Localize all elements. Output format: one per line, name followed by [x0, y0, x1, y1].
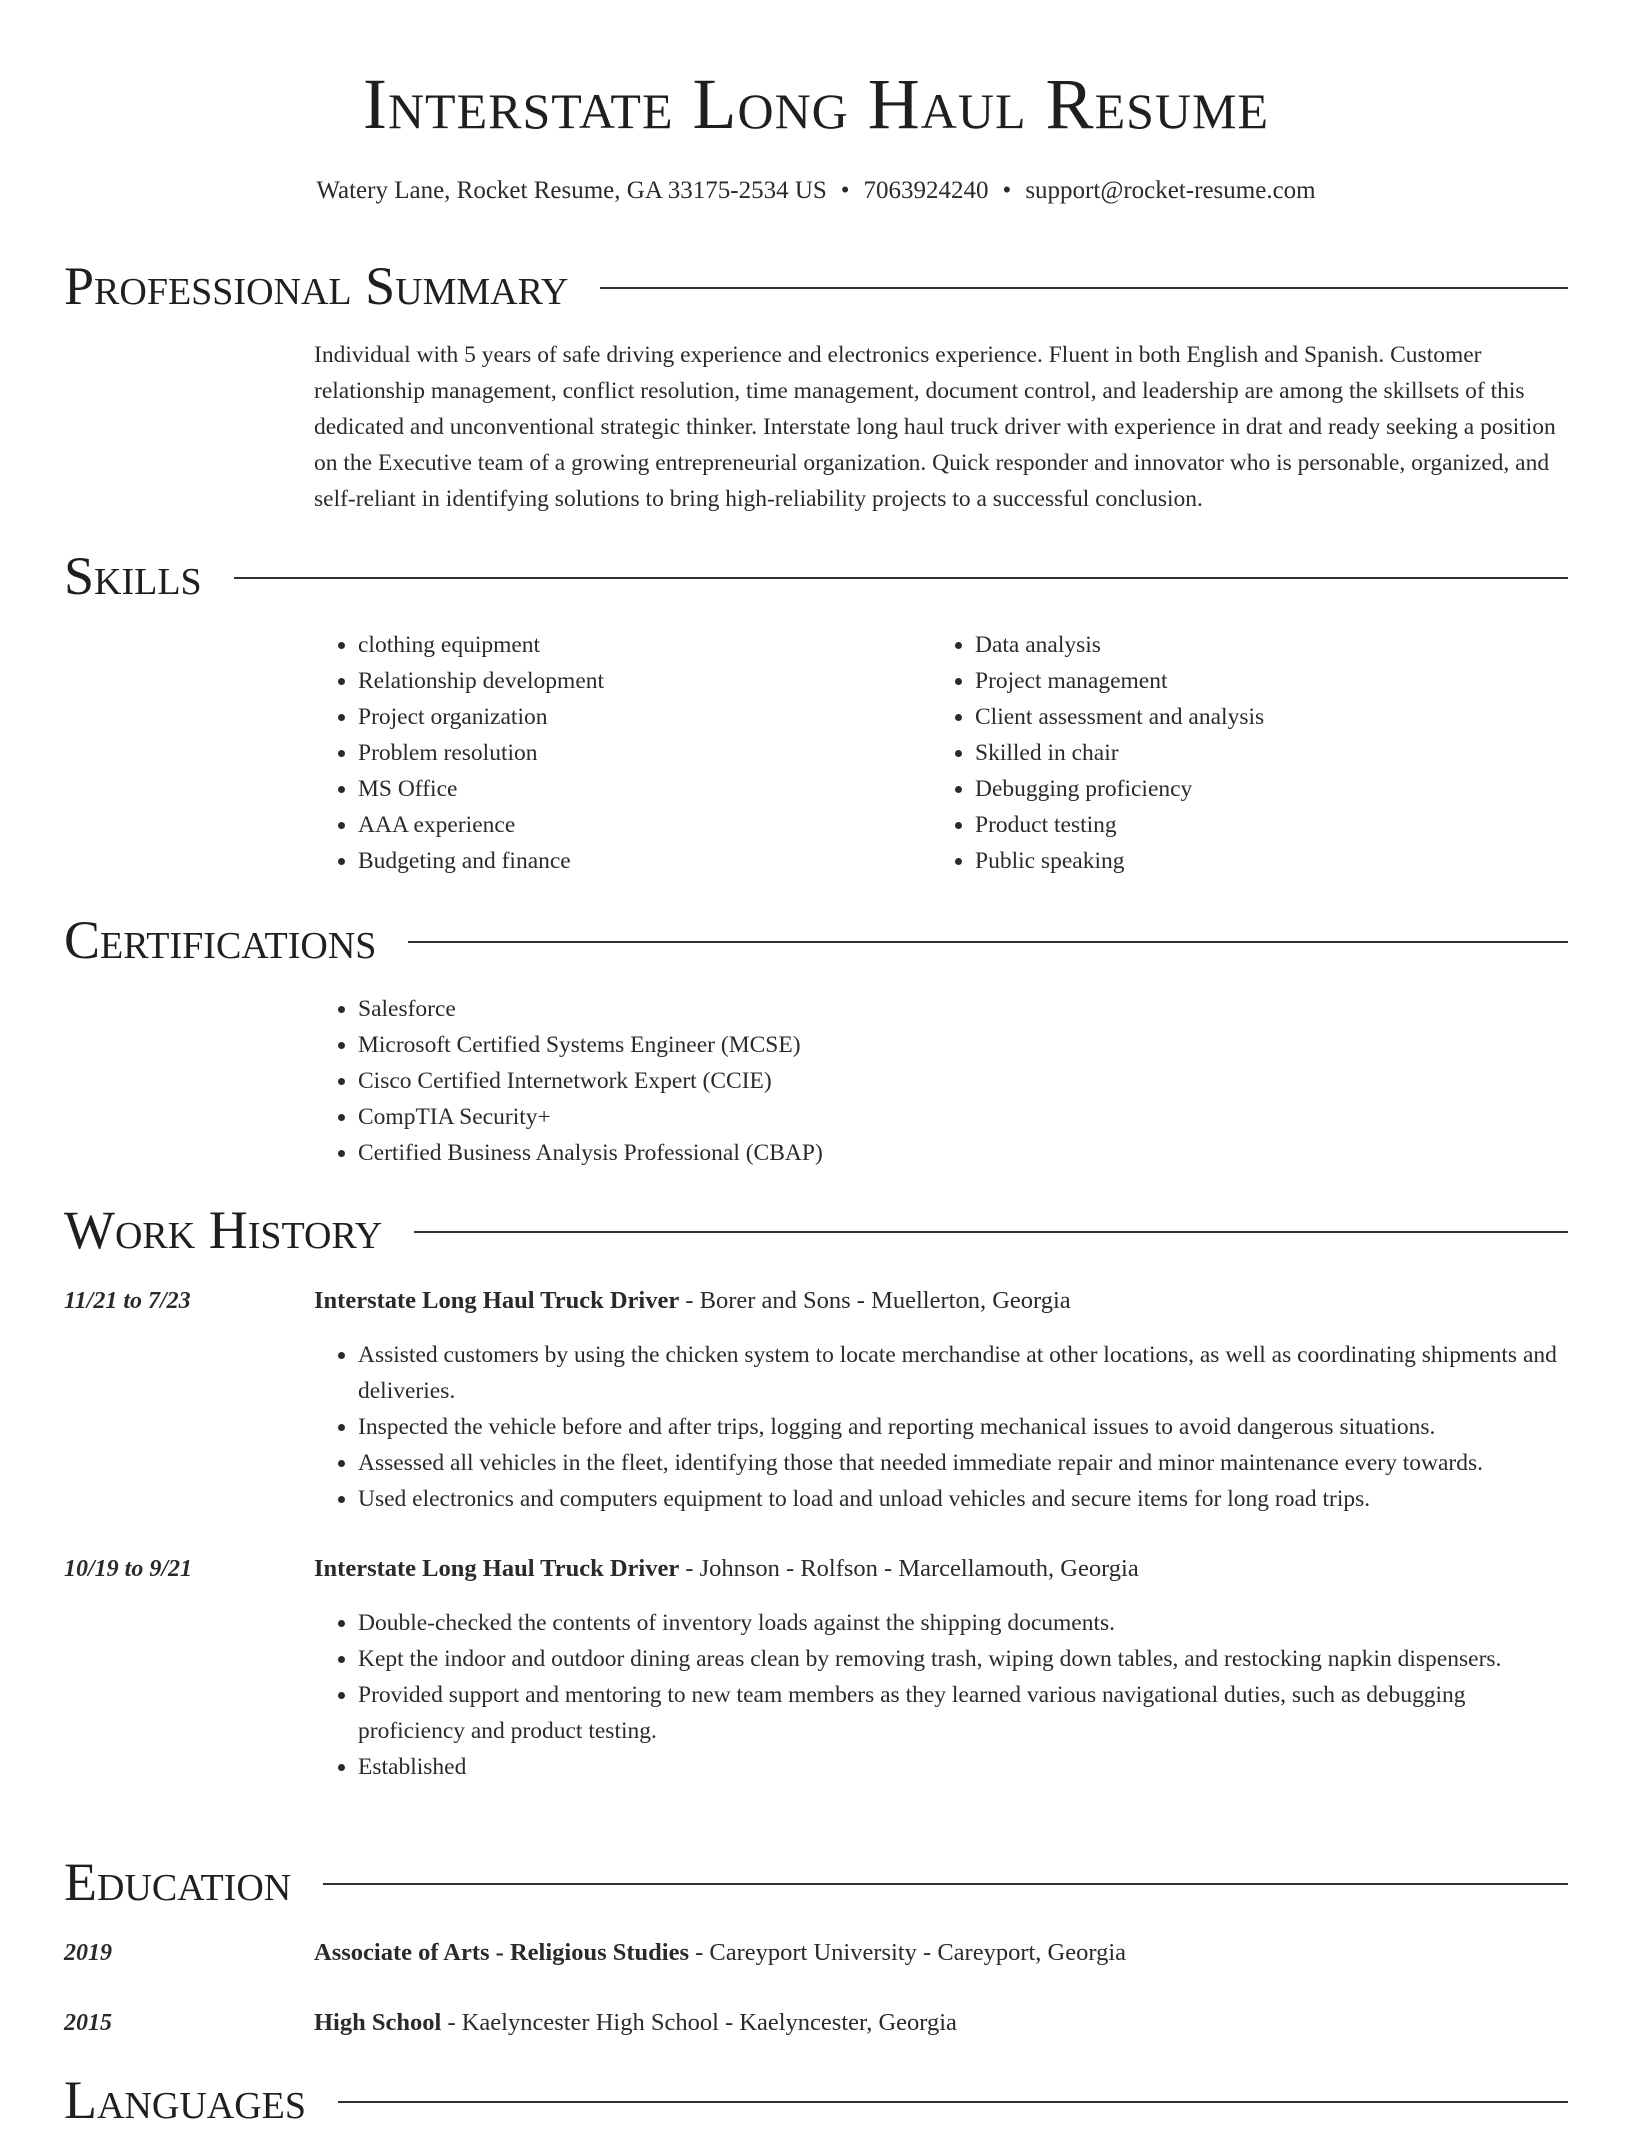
section-divider: [414, 1231, 1568, 1233]
section-title: Skills: [64, 546, 202, 606]
certification-item: • Cisco Certified Internetwork Expert (CCIE): [358, 1063, 1568, 1099]
section-header-languages: [64, 2068, 1568, 2132]
responsibility-item: • Assessed all vehicles in the fleet, identifying those that needed immediate repair and minor maintenance every towards.: [358, 1445, 1568, 1481]
section-title: Professional Summary: [64, 256, 569, 316]
resume-name: Interstate Long Haul Resume: [362, 64, 1270, 144]
section-divider: [600, 287, 1568, 289]
education-entry: [314, 2006, 1568, 2040]
skill-item: • MS Office: [358, 771, 874, 807]
education-entry: [314, 1936, 1568, 1970]
responsibility-item: • Kept the indoor and outdoor dining areas clean by removing trash, wiping down tables, and restocking napkin dispensers.: [358, 1641, 1568, 1677]
job-title: Interstate Long Haul Truck Driver: [314, 1555, 680, 1582]
education-year: 2019: [64, 1940, 112, 1966]
section-header-summary: [64, 254, 1568, 318]
summary-paragraph: Individual with 5 years of safe driving experience and electronics experience. Fluent in both English and Spanish. Customer relationship management, conflict resolution, time management, document control, and leadership are among the skillsets of this dedicated and unconventional strategic thinker. Interstate long haul truck driver with experience in drat and ready seeking a position on the Executive team of a growing entrepreneurial organization. Quick responder and innovator who is personable, organized, and self-reliant in identifying solutions to bring high-reliability projects to a successful conclusion.: [314, 342, 1556, 512]
section-divider: [408, 941, 1568, 943]
education-school: - Careyport University - Careyport, Georgia: [688, 1939, 1127, 1966]
education-degree: Associate of Arts - Religious Studies: [314, 1939, 689, 1966]
skill-item: • Project organization: [358, 699, 874, 735]
certifications-list: [314, 991, 1568, 1171]
education-degree: High School: [314, 2009, 442, 2036]
contact-address: Watery Lane, Rocket Resume, GA 33175-2534 US: [316, 177, 827, 204]
education-school: - Kaelyncester High School - Kaelyncester, Georgia: [441, 2009, 957, 2036]
section-title: Certifications: [64, 910, 377, 970]
job-responsibilities: [314, 1605, 1568, 1785]
responsibility-item: • Inspected the vehicle before and after trips, logging and reporting mechanical issues to avoid dangerous situations.: [358, 1409, 1568, 1445]
skill-item: • clothing equipment: [358, 627, 874, 663]
responsibility-item: • Double-checked the contents of inventory loads against the shipping documents.: [358, 1605, 1568, 1641]
certification-item: • Microsoft Certified Systems Engineer (MCSE): [358, 1027, 1568, 1063]
contact-email: support@rocket-resume.com: [1025, 177, 1316, 204]
job-employer: - Johnson - Rolfson - Marcellamouth, Georgia: [679, 1555, 1139, 1582]
skill-item: • AAA experience: [358, 807, 874, 843]
section-divider: [338, 2101, 1568, 2103]
skill-item: • Data analysis: [975, 627, 1491, 663]
skill-item: • Client assessment and analysis: [975, 699, 1491, 735]
section-title: Work History: [64, 1200, 383, 1260]
job-responsibilities: [314, 1337, 1568, 1517]
job-title: Interstate Long Haul Truck Driver: [314, 1287, 680, 1314]
job-dates: 10/19 to 9/21: [64, 1556, 193, 1582]
section-header-education: [64, 1850, 1568, 1914]
skills-column-right: [931, 627, 1491, 879]
section-divider: [234, 577, 1568, 579]
responsibility-item: • Established: [358, 1749, 1568, 1785]
education-year: 2015: [64, 2010, 112, 2036]
skill-item: • Public speaking: [975, 843, 1491, 879]
skills-column-left: [314, 627, 874, 879]
contact-separator: •: [840, 177, 850, 204]
contact-phone: 7063924240: [863, 177, 989, 204]
job-employer: - Borer and Sons - Muellerton, Georgia: [679, 1287, 1071, 1314]
skill-item: • Skilled in chair: [975, 735, 1491, 771]
section-divider: [323, 1883, 1568, 1885]
skill-item: • Problem resolution: [358, 735, 874, 771]
skill-item: • Budgeting and finance: [358, 843, 874, 879]
contact-separator: •: [1002, 177, 1012, 204]
section-title: Languages: [64, 2070, 306, 2130]
skill-item: • Debugging proficiency: [975, 771, 1491, 807]
responsibility-item: • Assisted customers by using the chicken system to locate merchandise at other locations, as well as coordinating shipments and deliveries.: [358, 1337, 1568, 1409]
certification-item: • Certified Business Analysis Professional (CBAP): [358, 1135, 1568, 1171]
job-dates: 11/21 to 7/23: [64, 1288, 191, 1314]
certification-item: • CompTIA Security+: [358, 1099, 1568, 1135]
skill-item: • Project management: [975, 663, 1491, 699]
section-title: Education: [64, 1852, 292, 1912]
skill-item: • Product testing: [975, 807, 1491, 843]
contact-line: [0, 174, 1632, 208]
job-heading: [314, 1552, 1568, 1586]
section-header-skills: [64, 544, 1568, 608]
responsibility-item: • Provided support and mentoring to new team members as they learned various navigational duties, such as debugging proficiency and product testing.: [358, 1677, 1568, 1749]
job-heading: [314, 1284, 1568, 1318]
responsibility-item: • Used electronics and computers equipment to load and unload vehicles and secure items for long road trips.: [358, 1481, 1568, 1517]
section-header-certifications: [64, 908, 1568, 972]
section-header-work-history: [64, 1198, 1568, 1262]
skill-item: • Relationship development: [358, 663, 874, 699]
certification-item: • Salesforce: [358, 991, 1568, 1027]
